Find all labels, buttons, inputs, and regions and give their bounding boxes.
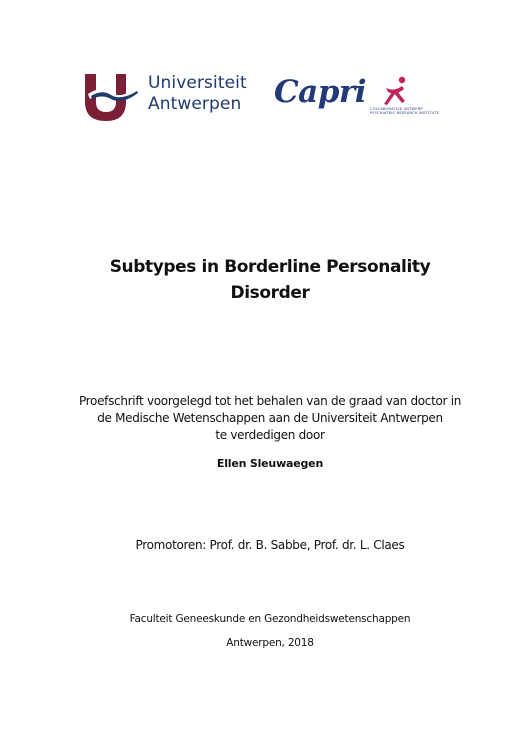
thesis-statement-line3: te verdedigen door <box>215 428 325 442</box>
university-name-line1: Universiteit <box>148 73 247 93</box>
university-name <box>148 73 247 115</box>
thesis-statement-line2: de Medische Wetenschappen aan de Universiteit Antwerpen <box>97 411 443 425</box>
capri-subtitle-line1: COLLABORATIVE ANTWERP <box>370 107 423 111</box>
capri-wordmark: Capri <box>274 74 367 110</box>
capri-figure-icon <box>372 74 412 110</box>
promotors: Promotoren: Prof. dr. B. Sabbe, Prof. dr. L. Claes <box>135 538 405 552</box>
university-emblem-icon <box>82 72 142 122</box>
thesis-title <box>0 254 516 306</box>
thesis-title-line2: Disorder <box>230 283 310 303</box>
thesis-statement-line1: Proefschrift voorgelegd tot het behalen van de graad van doctor in <box>78 394 462 408</box>
author-name: Ellen Sleuwaegen <box>216 457 324 470</box>
university-name-line2: Antwerpen <box>148 94 242 114</box>
capri-logo <box>272 72 440 120</box>
place-date: Antwerpen, 2018 <box>226 637 314 649</box>
thesis-title-line1: Subtypes in Borderline Personality <box>109 257 431 277</box>
thesis-statement <box>0 393 516 444</box>
capri-subtitle-line2: PSYCHIATRIC RESEARCH INSTITUTE <box>370 111 440 116</box>
university-antwerpen-logo <box>82 72 262 124</box>
faculty-name: Faculteit Geneeskunde en Gezondheidswetenschappen <box>129 613 411 625</box>
capri-subtitle <box>370 107 439 116</box>
